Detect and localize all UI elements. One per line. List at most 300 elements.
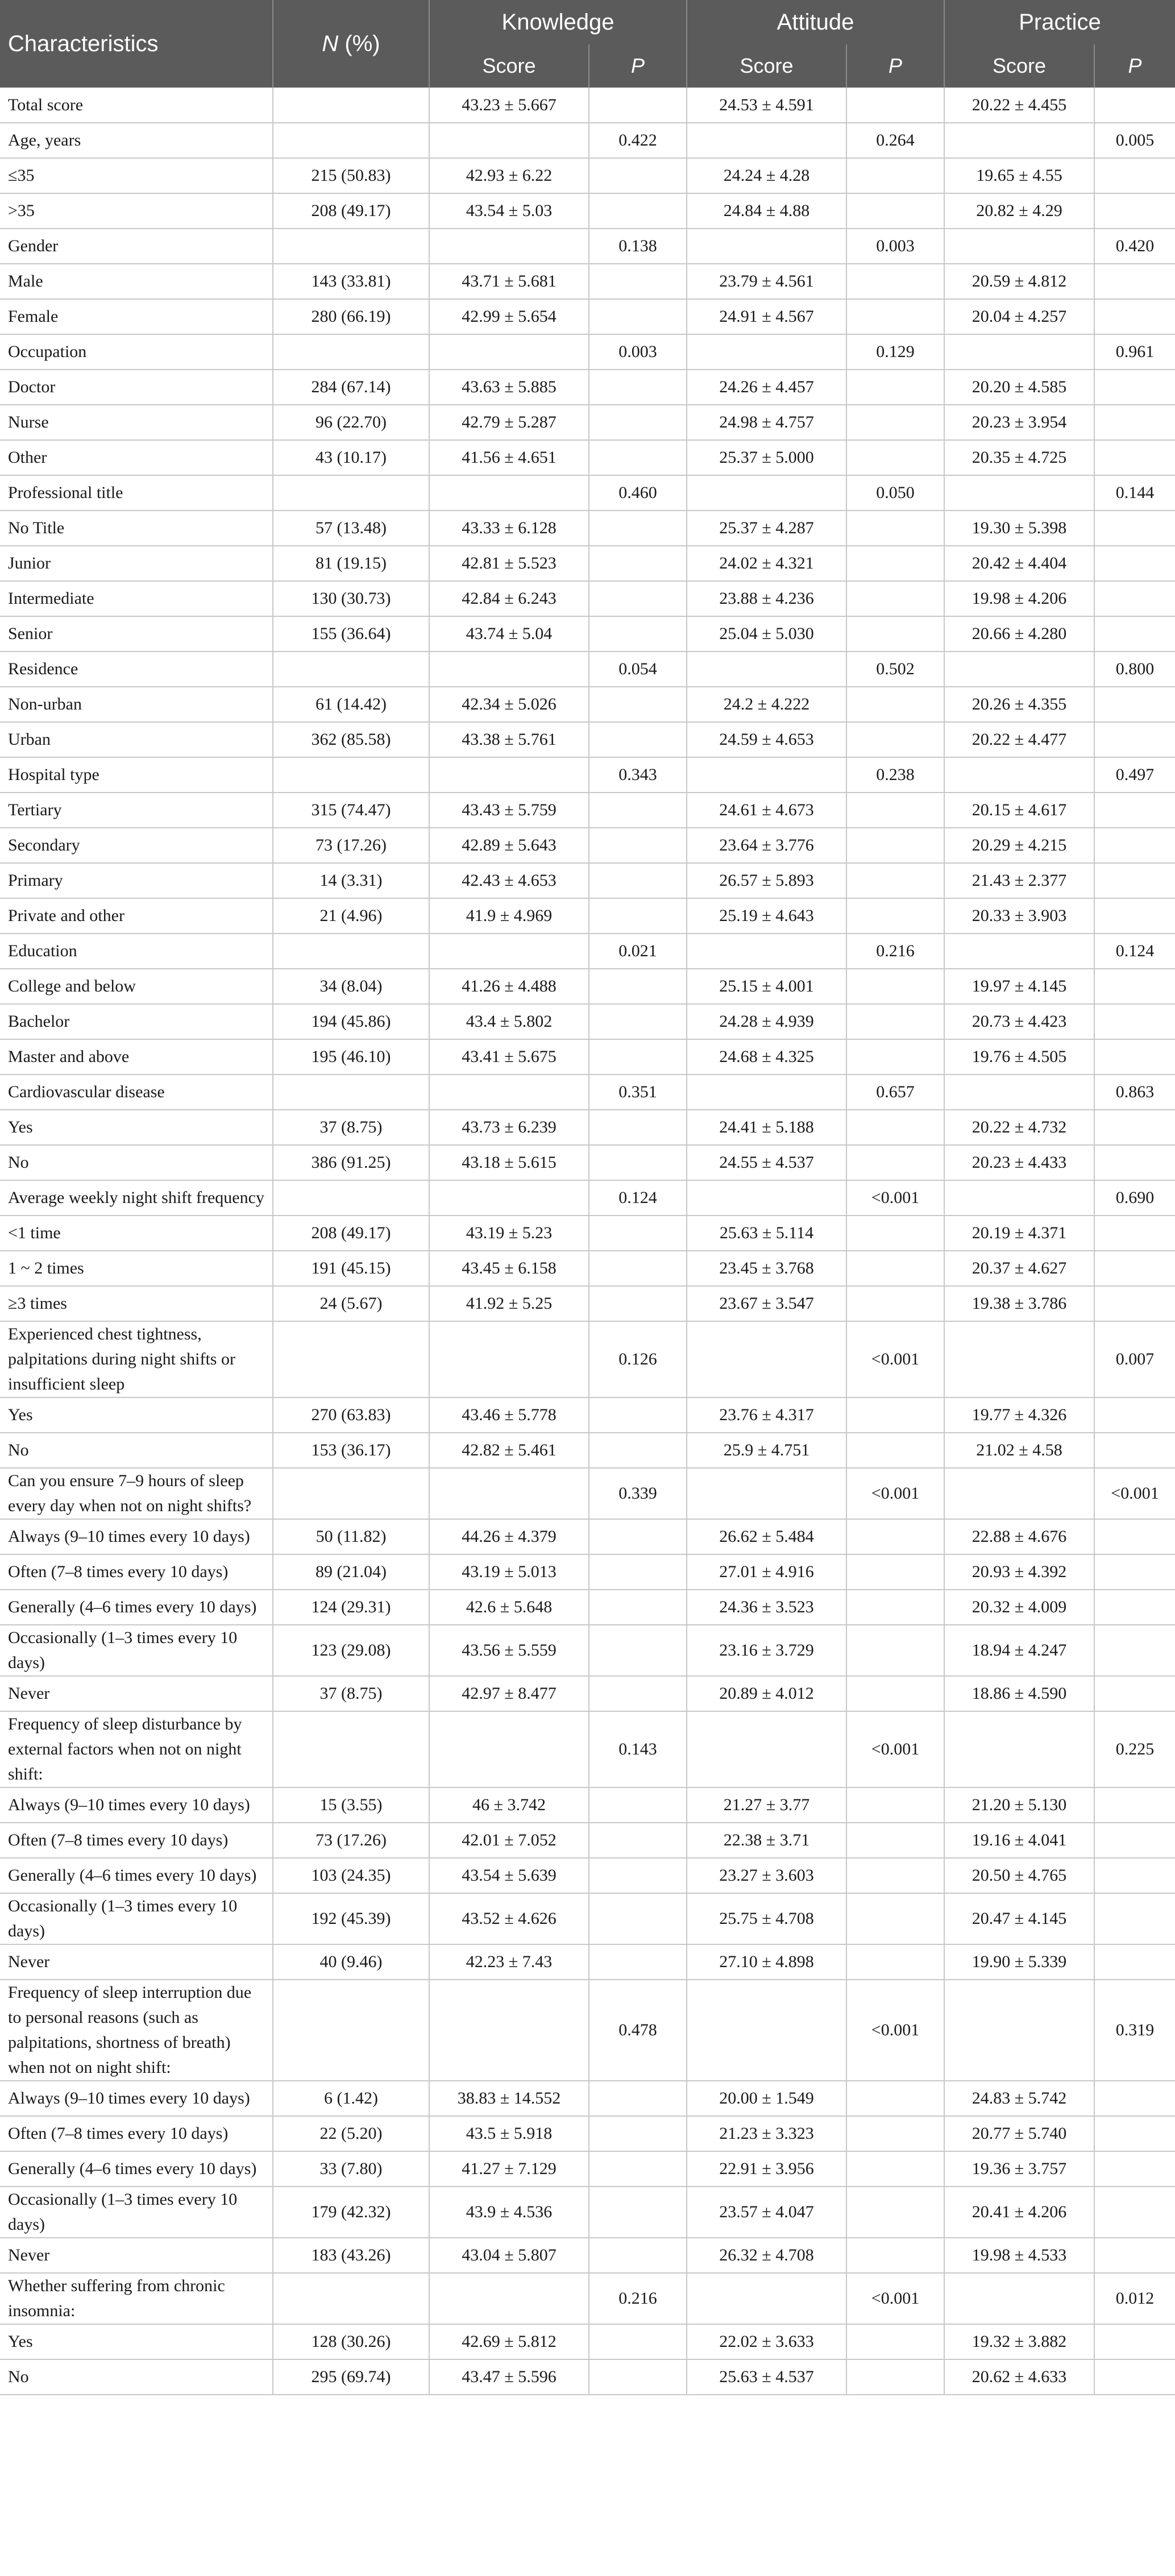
attitude-score: 24.59 ± 4.653 <box>687 722 846 757</box>
knowledge-p <box>589 440 687 475</box>
practice-score: 20.29 ± 4.215 <box>944 828 1094 863</box>
practice-p: 0.319 <box>1094 1980 1175 2081</box>
knowledge-score: 42.6 ± 5.648 <box>429 1590 589 1625</box>
practice-p <box>1094 687 1175 722</box>
knowledge-score: 43.9 ± 4.536 <box>429 2187 589 2238</box>
attitude-p: 0.238 <box>846 757 944 793</box>
row-label: Male <box>0 264 273 299</box>
knowledge-p <box>589 2359 687 2395</box>
practice-p <box>1094 1625 1175 1676</box>
knowledge-p: 0.478 <box>589 1980 687 2081</box>
table-row <box>0 969 1175 1004</box>
attitude-p: 0.264 <box>846 123 944 158</box>
row-n: 191 (45.15) <box>273 1251 429 1286</box>
practice-p <box>1094 1251 1175 1286</box>
attitude-score: 25.15 ± 4.001 <box>687 969 846 1004</box>
practice-p <box>1094 722 1175 757</box>
knowledge-p: 0.422 <box>589 123 687 158</box>
knowledge-p <box>589 1286 687 1321</box>
practice-score: 20.77 ± 5.740 <box>944 2116 1094 2151</box>
header-characteristics: Characteristics <box>0 0 273 88</box>
practice-p <box>1094 193 1175 229</box>
practice-score: 19.30 ± 5.398 <box>944 511 1094 546</box>
row-label: Junior <box>0 546 273 581</box>
attitude-p: <0.001 <box>846 1321 944 1397</box>
row-label: Often (7–8 times every 10 days) <box>0 1554 273 1590</box>
practice-score <box>944 2273 1094 2324</box>
knowledge-score: 43.73 ± 6.239 <box>429 1110 589 1145</box>
knowledge-p <box>589 405 687 440</box>
table-row <box>0 1944 1175 1980</box>
knowledge-p <box>589 616 687 652</box>
row-n <box>273 88 429 123</box>
knowledge-p <box>589 1787 687 1823</box>
row-n <box>273 229 429 264</box>
attitude-p <box>846 793 944 828</box>
knowledge-score: 43.63 ± 5.885 <box>429 370 589 405</box>
attitude-p <box>846 687 944 722</box>
row-n: 386 (91.25) <box>273 1145 429 1180</box>
knowledge-p <box>589 1004 687 1039</box>
knowledge-score <box>429 757 589 793</box>
attitude-p <box>846 2324 944 2359</box>
row-n: 96 (22.70) <box>273 405 429 440</box>
attitude-score <box>687 334 846 370</box>
row-n: 14 (3.31) <box>273 863 429 898</box>
row-n: 123 (29.08) <box>273 1625 429 1676</box>
row-label: Yes <box>0 2324 273 2359</box>
table-row <box>0 1286 1175 1321</box>
attitude-p <box>846 193 944 229</box>
practice-score: 20.37 ± 4.627 <box>944 1251 1094 1286</box>
attitude-score: 24.61 ± 4.673 <box>687 793 846 828</box>
table-body <box>0 88 1175 2395</box>
row-label: Primary <box>0 863 273 898</box>
row-label: Master and above <box>0 1039 273 1075</box>
row-n: 195 (46.10) <box>273 1039 429 1075</box>
row-label: ≤35 <box>0 158 273 193</box>
table-row <box>0 722 1175 757</box>
attitude-score: 25.63 ± 4.537 <box>687 2359 846 2395</box>
table-row <box>0 1075 1175 1110</box>
attitude-score: 23.64 ± 3.776 <box>687 828 846 863</box>
practice-p <box>1094 405 1175 440</box>
row-label: >35 <box>0 193 273 229</box>
knowledge-score: 43.5 ± 5.918 <box>429 2116 589 2151</box>
row-label: No <box>0 1433 273 1468</box>
row-n <box>273 1321 429 1397</box>
practice-score: 19.76 ± 4.505 <box>944 1039 1094 1075</box>
practice-score: 24.83 ± 5.742 <box>944 2081 1094 2116</box>
practice-p <box>1094 264 1175 299</box>
attitude-score: 24.91 ± 4.567 <box>687 299 846 334</box>
practice-p <box>1094 440 1175 475</box>
practice-p <box>1094 1823 1175 1858</box>
knowledge-score <box>429 1980 589 2081</box>
practice-score: 20.23 ± 3.954 <box>944 405 1094 440</box>
attitude-p <box>846 1433 944 1468</box>
attitude-p <box>846 1145 944 1180</box>
practice-score: 20.42 ± 4.404 <box>944 546 1094 581</box>
attitude-p <box>846 158 944 193</box>
row-n: 89 (21.04) <box>273 1554 429 1590</box>
practice-p: 0.124 <box>1094 934 1175 969</box>
practice-score <box>944 334 1094 370</box>
table-row <box>0 863 1175 898</box>
row-n: 208 (49.17) <box>273 193 429 229</box>
knowledge-score: 43.54 ± 5.639 <box>429 1858 589 1893</box>
practice-score: 19.90 ± 5.339 <box>944 1944 1094 1980</box>
attitude-score: 24.24 ± 4.28 <box>687 158 846 193</box>
row-n <box>273 1711 429 1787</box>
row-label: 1 ~ 2 times <box>0 1251 273 1286</box>
attitude-p <box>846 722 944 757</box>
knowledge-p: 0.460 <box>589 475 687 511</box>
practice-score: 19.98 ± 4.533 <box>944 2238 1094 2273</box>
row-n: 61 (14.42) <box>273 687 429 722</box>
table-row <box>0 88 1175 123</box>
attitude-p: 0.502 <box>846 652 944 687</box>
practice-p <box>1094 1944 1175 1980</box>
attitude-score: 26.57 ± 5.893 <box>687 863 846 898</box>
knowledge-score: 43.43 ± 5.759 <box>429 793 589 828</box>
table-row <box>0 1980 1175 2081</box>
attitude-p <box>846 2151 944 2187</box>
attitude-score: 24.41 ± 5.188 <box>687 1110 846 1145</box>
row-n: 128 (30.26) <box>273 2324 429 2359</box>
knowledge-p: 0.054 <box>589 652 687 687</box>
row-n <box>273 1180 429 1216</box>
practice-score: 20.41 ± 4.206 <box>944 2187 1094 2238</box>
practice-p <box>1094 1216 1175 1251</box>
attitude-p <box>846 1676 944 1711</box>
row-label: Never <box>0 1944 273 1980</box>
attitude-p: <0.001 <box>846 2273 944 2324</box>
table-row <box>0 546 1175 581</box>
row-n: 295 (69.74) <box>273 2359 429 2395</box>
attitude-p <box>846 1286 944 1321</box>
attitude-p <box>846 1110 944 1145</box>
row-label: No <box>0 1145 273 1180</box>
table-row <box>0 2238 1175 2273</box>
attitude-p <box>846 1397 944 1433</box>
row-label: ≥3 times <box>0 1286 273 1321</box>
row-label: Cardiovascular disease <box>0 1075 273 1110</box>
row-n: 192 (45.39) <box>273 1893 429 1944</box>
attitude-p <box>846 1625 944 1676</box>
practice-score: 19.36 ± 3.757 <box>944 2151 1094 2187</box>
attitude-score: 20.00 ± 1.549 <box>687 2081 846 2116</box>
knowledge-p <box>589 511 687 546</box>
attitude-score <box>687 2273 846 2324</box>
practice-p <box>1094 828 1175 863</box>
row-n: 315 (74.47) <box>273 793 429 828</box>
attitude-p: 0.216 <box>846 934 944 969</box>
row-n: 215 (50.83) <box>273 158 429 193</box>
attitude-p <box>846 511 944 546</box>
row-n: 153 (36.17) <box>273 1433 429 1468</box>
row-label: No Title <box>0 511 273 546</box>
practice-score: 22.88 ± 4.676 <box>944 1519 1094 1554</box>
row-label: Other <box>0 440 273 475</box>
knowledge-p <box>589 264 687 299</box>
row-label: Nurse <box>0 405 273 440</box>
knowledge-score: 41.92 ± 5.25 <box>429 1286 589 1321</box>
row-label: College and below <box>0 969 273 1004</box>
row-label: Total score <box>0 88 273 123</box>
attitude-p <box>846 1787 944 1823</box>
knowledge-score: 42.93 ± 6.22 <box>429 158 589 193</box>
row-n: 73 (17.26) <box>273 828 429 863</box>
practice-p <box>1094 2187 1175 2238</box>
practice-p <box>1094 1004 1175 1039</box>
table-row <box>0 2359 1175 2395</box>
row-label: Always (9–10 times every 10 days) <box>0 2081 273 2116</box>
practice-p <box>1094 1286 1175 1321</box>
row-n: 24 (5.67) <box>273 1286 429 1321</box>
row-n: 270 (63.83) <box>273 1397 429 1433</box>
practice-p <box>1094 299 1175 334</box>
knowledge-p <box>589 2238 687 2273</box>
row-label: Often (7–8 times every 10 days) <box>0 2116 273 2151</box>
attitude-p <box>846 2116 944 2151</box>
table-row <box>0 2273 1175 2324</box>
practice-score <box>944 1075 1094 1110</box>
practice-score: 20.22 ± 4.477 <box>944 722 1094 757</box>
practice-p: 0.800 <box>1094 652 1175 687</box>
table-row <box>0 1787 1175 1823</box>
attitude-score: 22.91 ± 3.956 <box>687 2151 846 2187</box>
row-n <box>273 475 429 511</box>
practice-p <box>1094 969 1175 1004</box>
attitude-p: <0.001 <box>846 1468 944 1519</box>
knowledge-p <box>589 969 687 1004</box>
row-label: Frequency of sleep disturbance by external factors when not on night shift: <box>0 1711 273 1787</box>
attitude-score: 24.26 ± 4.457 <box>687 370 846 405</box>
row-label: Intermediate <box>0 581 273 616</box>
practice-score: 19.98 ± 4.206 <box>944 581 1094 616</box>
row-label: <1 time <box>0 1216 273 1251</box>
table-row <box>0 1858 1175 1893</box>
header-practice-p: P <box>1094 44 1175 88</box>
row-n: 194 (45.86) <box>273 1004 429 1039</box>
knowledge-score: 43.41 ± 5.675 <box>429 1039 589 1075</box>
knowledge-p <box>589 1433 687 1468</box>
knowledge-p <box>589 1519 687 1554</box>
attitude-score <box>687 1075 846 1110</box>
practice-score: 20.35 ± 4.725 <box>944 440 1094 475</box>
practice-score: 20.59 ± 4.812 <box>944 264 1094 299</box>
attitude-score <box>687 475 846 511</box>
knowledge-score: 43.38 ± 5.761 <box>429 722 589 757</box>
knowledge-score: 42.69 ± 5.812 <box>429 2324 589 2359</box>
knowledge-score: 42.81 ± 5.523 <box>429 546 589 581</box>
row-n: 6 (1.42) <box>273 2081 429 2116</box>
knowledge-score: 41.56 ± 4.651 <box>429 440 589 475</box>
attitude-score: 24.02 ± 4.321 <box>687 546 846 581</box>
knowledge-score: 41.26 ± 4.488 <box>429 969 589 1004</box>
knowledge-p <box>589 1893 687 1944</box>
attitude-score <box>687 1180 846 1216</box>
row-label: Yes <box>0 1110 273 1145</box>
row-n: 22 (5.20) <box>273 2116 429 2151</box>
practice-p: 0.012 <box>1094 2273 1175 2324</box>
attitude-score: 24.68 ± 4.325 <box>687 1039 846 1075</box>
knowledge-score: 43.19 ± 5.23 <box>429 1216 589 1251</box>
attitude-p <box>846 370 944 405</box>
practice-score: 20.82 ± 4.29 <box>944 193 1094 229</box>
attitude-score <box>687 1468 846 1519</box>
knowledge-p: 0.143 <box>589 1711 687 1787</box>
practice-score: 20.32 ± 4.009 <box>944 1590 1094 1625</box>
row-label: No <box>0 2359 273 2395</box>
knowledge-score: 43.18 ± 5.615 <box>429 1145 589 1180</box>
table-row <box>0 193 1175 229</box>
table-row <box>0 1519 1175 1554</box>
table-row <box>0 1321 1175 1397</box>
header-knowledge: Knowledge <box>429 0 687 44</box>
knowledge-score: 46 ± 3.742 <box>429 1787 589 1823</box>
practice-p: <0.001 <box>1094 1468 1175 1519</box>
attitude-p <box>846 1823 944 1858</box>
row-label: Urban <box>0 722 273 757</box>
practice-p <box>1094 1590 1175 1625</box>
knowledge-p <box>589 1858 687 1893</box>
attitude-score: 25.37 ± 4.287 <box>687 511 846 546</box>
header-attitude-score: Score <box>687 44 846 88</box>
practice-p <box>1094 863 1175 898</box>
attitude-p <box>846 828 944 863</box>
attitude-p <box>846 1039 944 1075</box>
row-label: Frequency of sleep interruption due to personal reasons (such as palpitations, shortness of breath) when not on night shift: <box>0 1980 273 2081</box>
practice-p <box>1094 511 1175 546</box>
attitude-score: 23.57 ± 4.047 <box>687 2187 846 2238</box>
row-n: 183 (43.26) <box>273 2238 429 2273</box>
attitude-p <box>846 2081 944 2116</box>
knowledge-score: 42.79 ± 5.287 <box>429 405 589 440</box>
row-n: 362 (85.58) <box>273 722 429 757</box>
knowledge-p <box>589 828 687 863</box>
attitude-score <box>687 934 846 969</box>
attitude-p: <0.001 <box>846 1180 944 1216</box>
attitude-score: 23.88 ± 4.236 <box>687 581 846 616</box>
attitude-p <box>846 1858 944 1893</box>
row-n: 143 (33.81) <box>273 264 429 299</box>
table-row <box>0 1433 1175 1468</box>
row-label: Private and other <box>0 898 273 934</box>
practice-score <box>944 1980 1094 2081</box>
attitude-score: 26.32 ± 4.708 <box>687 2238 846 2273</box>
practice-score <box>944 1180 1094 1216</box>
knowledge-p: 0.021 <box>589 934 687 969</box>
practice-score: 18.86 ± 4.590 <box>944 1676 1094 1711</box>
attitude-score <box>687 1321 846 1397</box>
knowledge-p <box>589 863 687 898</box>
practice-p <box>1094 2081 1175 2116</box>
knowledge-p: 0.138 <box>589 229 687 264</box>
knowledge-p <box>589 1590 687 1625</box>
row-n <box>273 652 429 687</box>
practice-p <box>1094 2151 1175 2187</box>
header-knowledge-score: Score <box>429 44 589 88</box>
row-label: Female <box>0 299 273 334</box>
attitude-score: 25.75 ± 4.708 <box>687 1893 846 1944</box>
knowledge-p <box>589 1944 687 1980</box>
knowledge-score <box>429 1468 589 1519</box>
row-label: Residence <box>0 652 273 687</box>
row-label: Occasionally (1–3 times every 10 days) <box>0 1893 273 1944</box>
row-n: 280 (66.19) <box>273 299 429 334</box>
attitude-score: 20.89 ± 4.012 <box>687 1676 846 1711</box>
knowledge-p: 0.343 <box>589 757 687 793</box>
attitude-score: 24.84 ± 4.88 <box>687 193 846 229</box>
attitude-p <box>846 1590 944 1625</box>
knowledge-p <box>589 793 687 828</box>
attitude-score: 27.01 ± 4.916 <box>687 1554 846 1590</box>
practice-p <box>1094 158 1175 193</box>
knowledge-score: 44.26 ± 4.379 <box>429 1519 589 1554</box>
row-label: Can you ensure 7–9 hours of sleep every day when not on night shifts? <box>0 1468 273 1519</box>
row-label: Generally (4–6 times every 10 days) <box>0 1858 273 1893</box>
knowledge-score <box>429 1321 589 1397</box>
practice-p: 0.961 <box>1094 334 1175 370</box>
practice-score: 20.20 ± 4.585 <box>944 370 1094 405</box>
practice-p <box>1094 2238 1175 2273</box>
knowledge-score: 43.52 ± 4.626 <box>429 1893 589 1944</box>
attitude-p: 0.129 <box>846 334 944 370</box>
knowledge-score: 42.84 ± 6.243 <box>429 581 589 616</box>
row-label: Hospital type <box>0 757 273 793</box>
row-n <box>273 1468 429 1519</box>
row-label: Whether suffering from chronic insomnia: <box>0 2273 273 2324</box>
knowledge-score: 43.23 ± 5.667 <box>429 88 589 123</box>
knowledge-p: 0.003 <box>589 334 687 370</box>
attitude-p <box>846 1216 944 1251</box>
table-row <box>0 2151 1175 2187</box>
header-knowledge-p: P <box>589 44 687 88</box>
table-row <box>0 687 1175 722</box>
table-row <box>0 264 1175 299</box>
row-label: Often (7–8 times every 10 days) <box>0 1823 273 1858</box>
attitude-p: 0.003 <box>846 229 944 264</box>
table-row <box>0 1676 1175 1711</box>
attitude-score: 23.16 ± 3.729 <box>687 1625 846 1676</box>
row-n: 37 (8.75) <box>273 1110 429 1145</box>
attitude-p <box>846 264 944 299</box>
table-row <box>0 1893 1175 1944</box>
knowledge-score: 43.04 ± 5.807 <box>429 2238 589 2273</box>
practice-score: 20.19 ± 4.371 <box>944 1216 1094 1251</box>
practice-p: 0.420 <box>1094 229 1175 264</box>
header-n-symbol: N <box>322 31 339 56</box>
table-row <box>0 1397 1175 1433</box>
practice-p: 0.225 <box>1094 1711 1175 1787</box>
practice-score: 20.22 ± 4.732 <box>944 1110 1094 1145</box>
header-attitude-p: P <box>846 44 944 88</box>
knowledge-score: 43.74 ± 5.04 <box>429 616 589 652</box>
table-row <box>0 475 1175 511</box>
table-row <box>0 370 1175 405</box>
knowledge-p <box>589 2081 687 2116</box>
knowledge-p <box>589 1554 687 1590</box>
attitude-p <box>846 1004 944 1039</box>
practice-p <box>1094 1893 1175 1944</box>
attitude-score: 24.2 ± 4.222 <box>687 687 846 722</box>
row-n: 40 (9.46) <box>273 1944 429 1980</box>
attitude-p: <0.001 <box>846 1980 944 2081</box>
practice-score: 20.23 ± 4.433 <box>944 1145 1094 1180</box>
practice-p <box>1094 2116 1175 2151</box>
